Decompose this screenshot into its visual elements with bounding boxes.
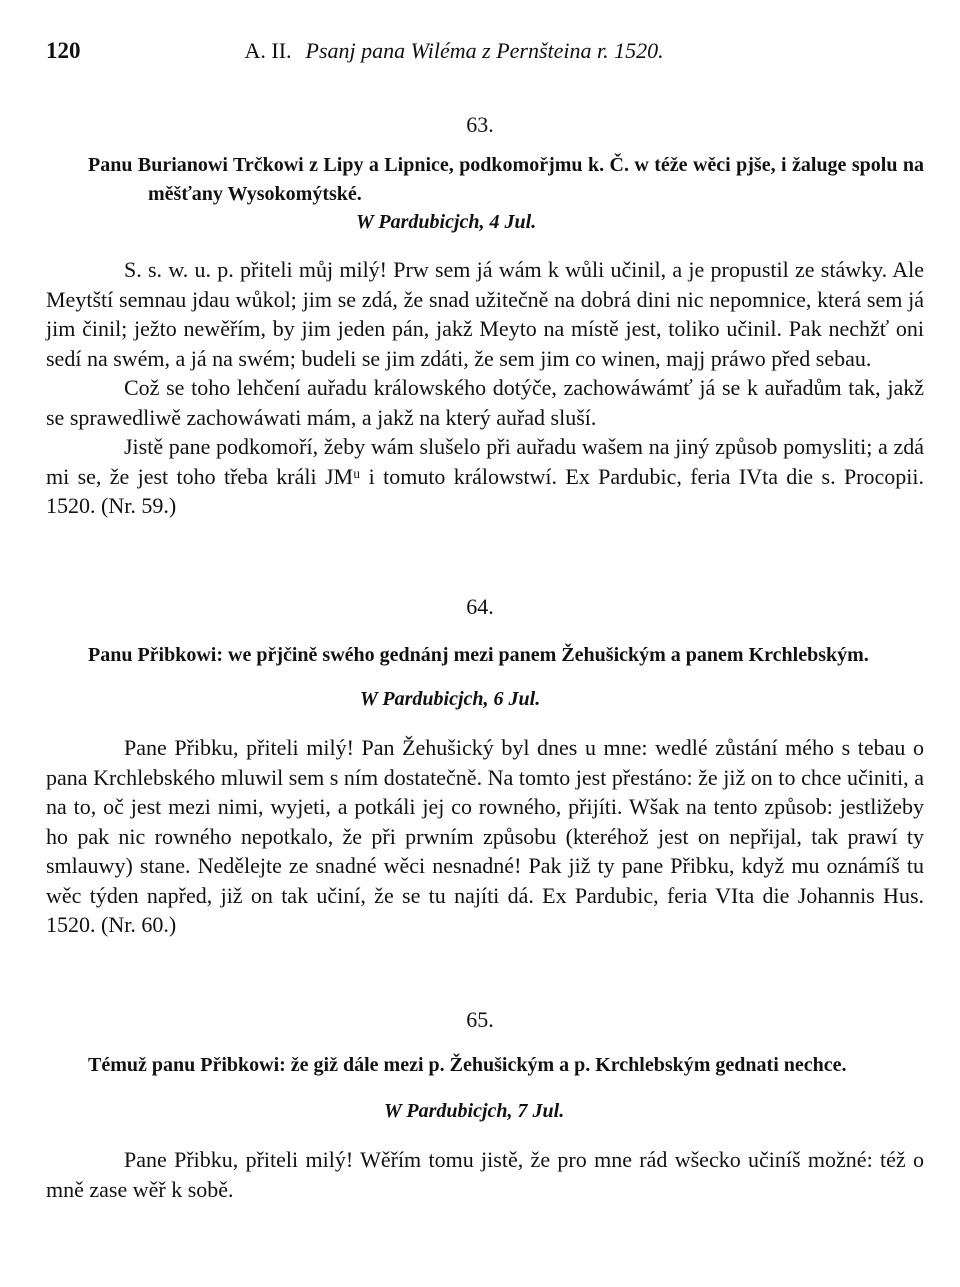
part-label: A. II. (244, 38, 292, 63)
entry-regest: Panu Burianowi Trčkowi z Lipy a Lipnice, podkomořjmu k. Č. w téže wěci pjše, i žaluge spolu na měšťany Wysokomýtské. (88, 154, 924, 205)
page-number: 120 (46, 38, 81, 63)
paragraph: Jistě pane podkomoří, žeby wám slušelo při auřadu wašem na jiný způsob pomysliti; a zdá mi se, že jest toho třeba králi JMᵘ i tomuto králowstwí. Ex Pardubic, feria IVta die s. Procopii. 1520. (Nr. 59.) (46, 434, 924, 518)
entry-number: 64. (466, 594, 494, 619)
entry-body (46, 1145, 924, 1204)
paragraph: Což se toho lehčení auřadu králowského dotýče, zachowáwámť já se k auřadům tak, jakž se sprawedliwě zachowáwati mám, a jakž na který auřad sluší. (46, 375, 924, 430)
entry-regest: Témuž panu Přibkowi: že giž dále mezi p. Žehušickým a p. Krchlebským gednati nechce. (88, 1054, 847, 1076)
entry-number: 63. (466, 112, 494, 137)
entry-regest: Panu Přibkowi: we přjčině swého gednánj mezi panem Žehušickým a panem Krchlebským. (88, 644, 869, 666)
running-head (46, 38, 746, 64)
paragraph: Pane Přibku, přiteli milý! Wěřím tomu jistě, že pro mne rád wšecko učiníš možné: též o mně zase wěř k sobě. (46, 1147, 924, 1202)
entry-place-date: W Pardubicjch, 4 Jul. (356, 211, 537, 233)
entry-place-date: W Pardubicjch, 6 Jul. (360, 688, 541, 710)
entry-number: 65. (466, 1007, 494, 1032)
paragraph: S. s. w. u. p. přiteli můj milý! Prw sem já wám k wůli učinil, a je propustil ze stáwky. Ale Meytští semnau jdau wůkol; jim se zdá, že snad užitečně na dobrá dini nic nepomnice, která sem já jim činil; ježto newěřím, by jim jeden pán, jakž Meyto na místě jest, toliko učinil. Pak nechžť oni sedí na swém, a já na swém; budeli se jim zdáti, že sem jim co winen, majj práwo před sebau. (46, 257, 924, 371)
paragraph: Pane Přibku, přiteli milý! Pan Žehušický byl dnes u mne: wedlé zůstání mého s tebau o pana Krchlebského mluwil sem s ním dostatečně. Na tomto jest přestáno: že již on to chce učiniti, a na to, oč jest mezi nimi, wyjeti, a potkáli jej co rowného, přijíti. Wšak na tento způsob: jestližeby ho pak nic rowného nepotkalo, že při prwním způsobu (kteréhož jest on nepřijal, tak prawí ty smlauwy) stane. Nedělejte ze snadné wěci nesnadné! Pak již ty pane Přibku, když mu oznámíš tu wěc týden napřed, již on tak učiní, že se tu najíti dá. Ex Pardubic, feria VIta die Johannis Hus. 1520. (Nr. 60.) (46, 735, 924, 937)
running-title: Psanj pana Wiléma z Pernšteina r. 1520. (305, 38, 664, 63)
entry-body (46, 733, 924, 940)
entry-body (46, 255, 924, 521)
entry-place-date: W Pardubicjch, 7 Jul. (384, 1100, 565, 1122)
